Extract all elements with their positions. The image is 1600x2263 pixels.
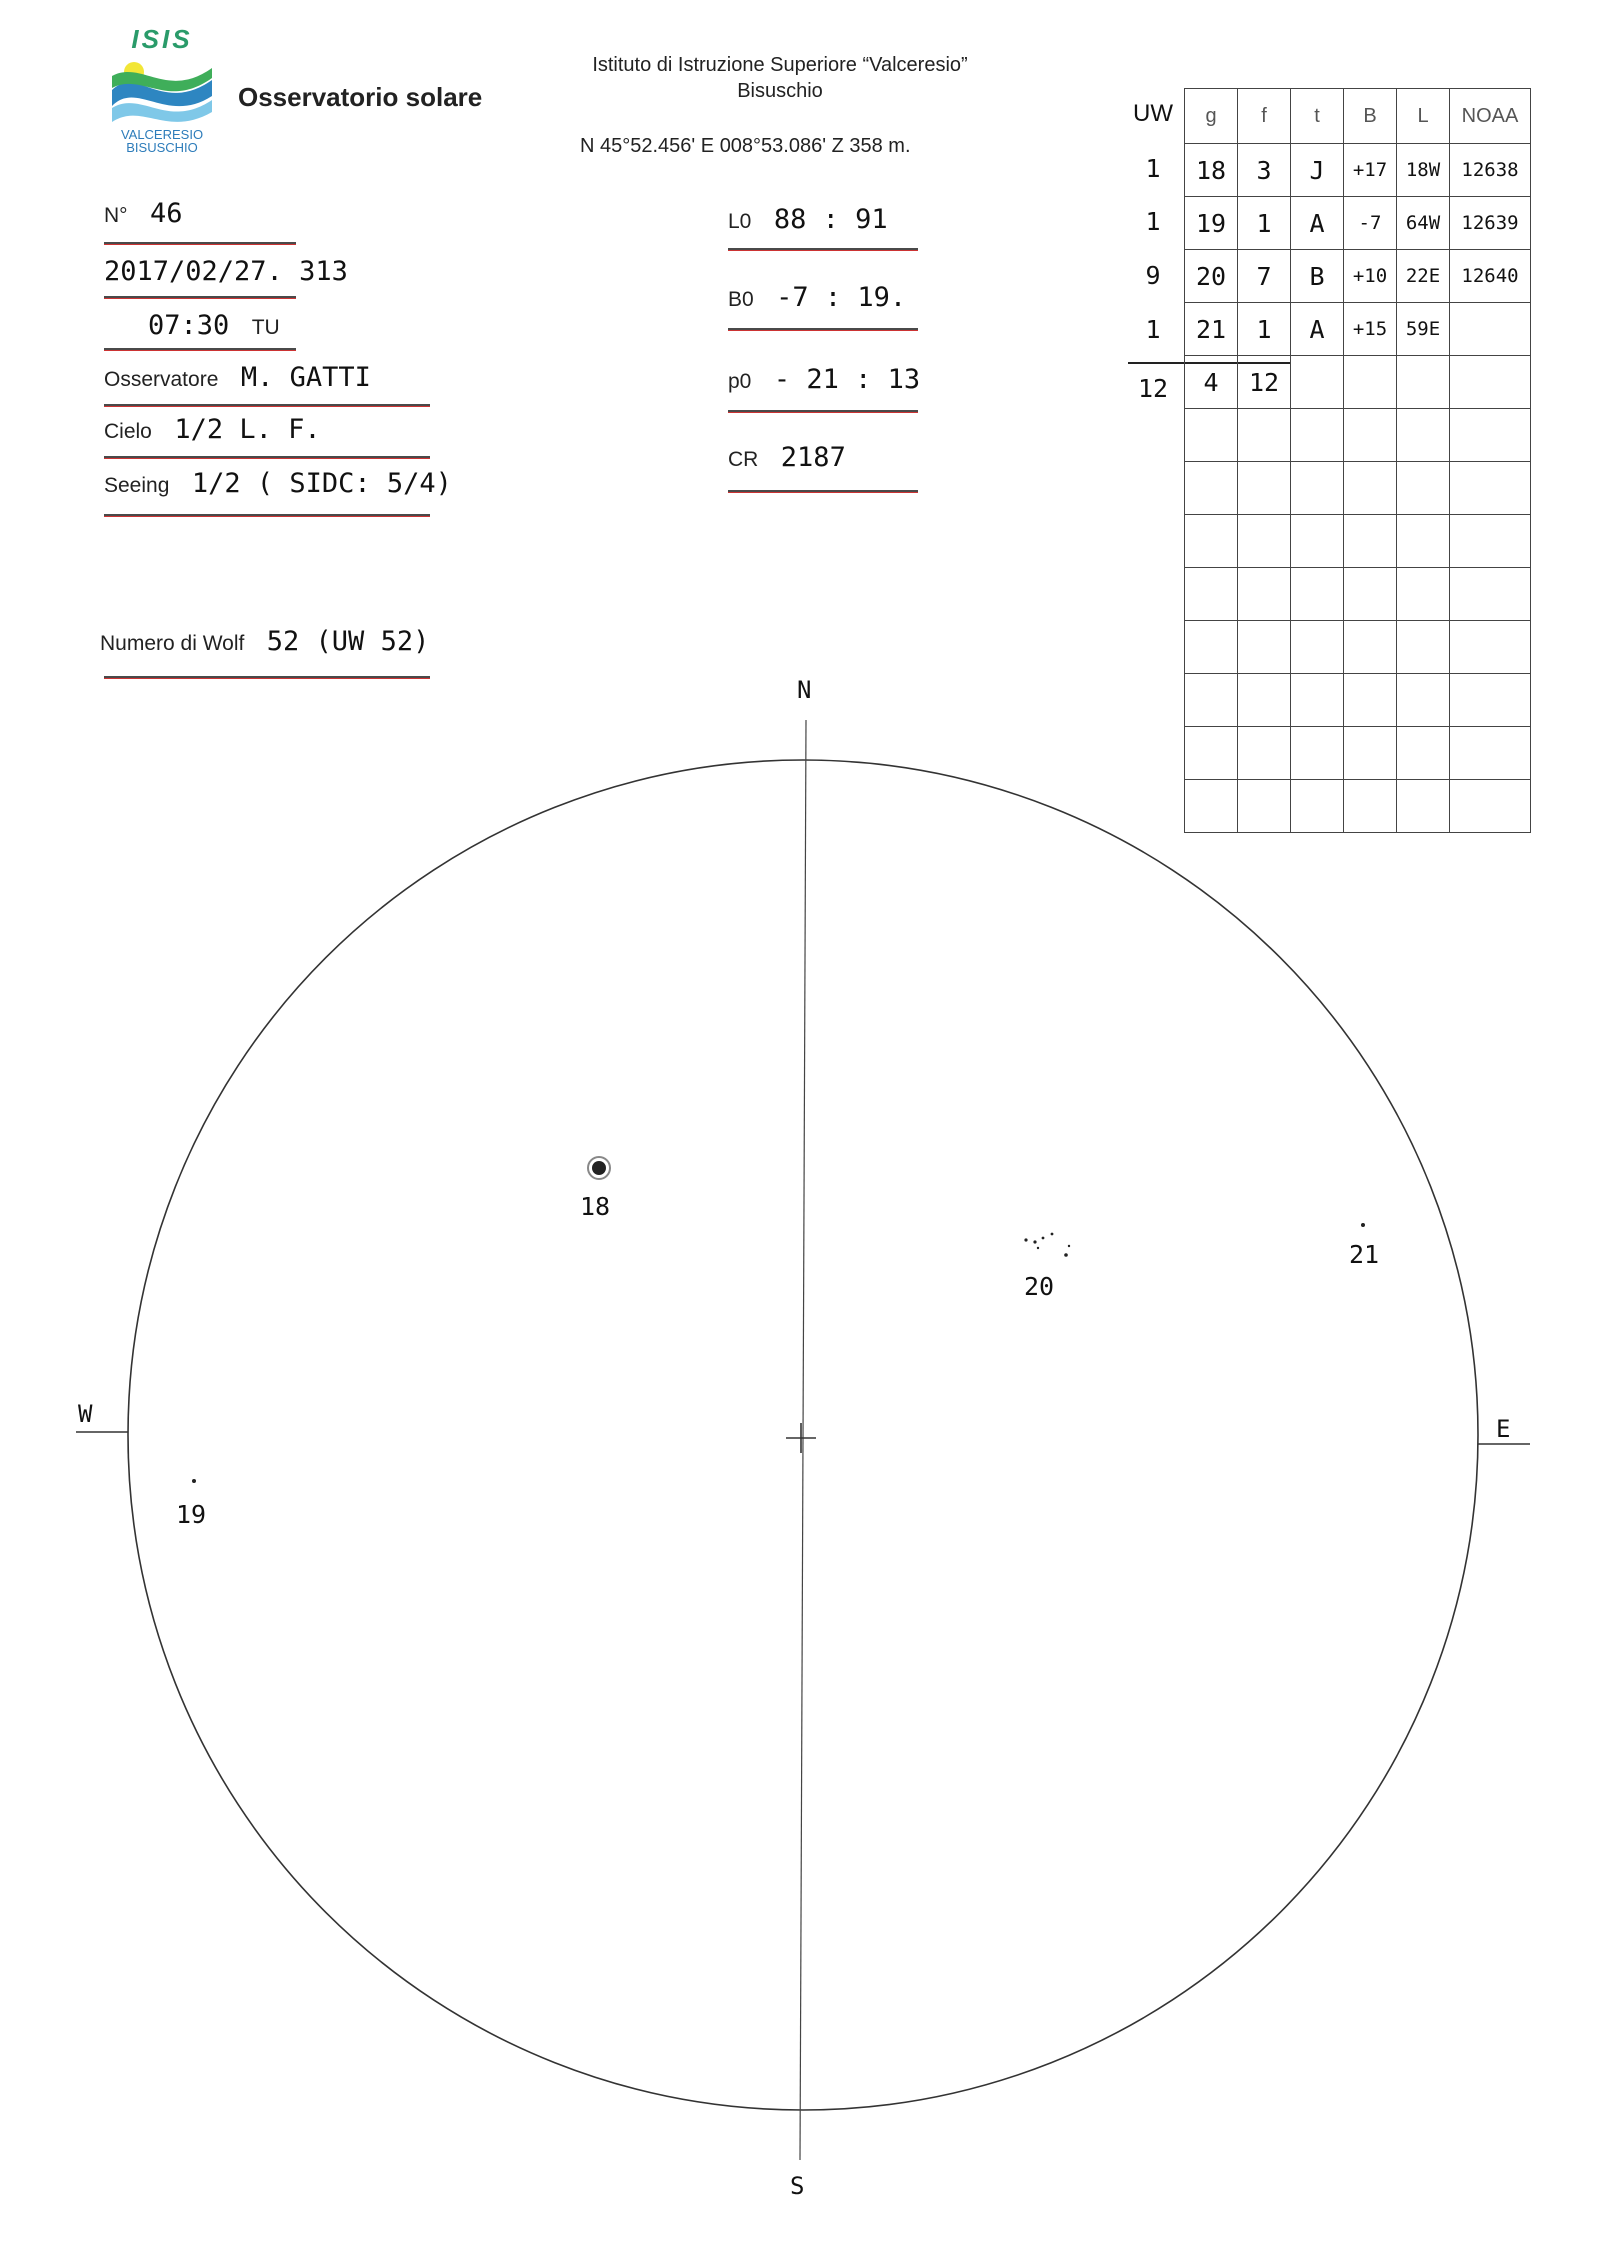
cell-noaa: 12640: [1450, 250, 1531, 303]
spot-label-20: 20: [1024, 1272, 1055, 1301]
cell-g: 20: [1185, 250, 1238, 303]
observer-value: M. GATTI: [240, 362, 371, 393]
wolf-value: 52 (UW 52): [266, 626, 430, 657]
record-date: 2017/02/27. 313: [104, 256, 348, 287]
time-unit: TU: [251, 316, 280, 339]
uw-value: 1: [1145, 207, 1161, 236]
total-g: 4: [1185, 356, 1238, 409]
sunspot-group-21-spot: [1361, 1223, 1365, 1227]
cr-value: 2187: [780, 442, 846, 473]
cell-l: 59E: [1397, 303, 1450, 356]
compass-west: W: [78, 1400, 93, 1428]
cell-t: J: [1291, 144, 1344, 197]
sky-label: Cielo: [104, 420, 152, 443]
number-value: 46: [150, 198, 183, 229]
sunspot-group-20-spot: [1024, 1238, 1027, 1241]
logo-text: ISIS: [131, 24, 193, 54]
total-f: 12: [1238, 356, 1291, 409]
cell-f: 1: [1238, 303, 1291, 356]
compass-south: S: [790, 2172, 805, 2200]
sky-value: 1/2 L. F.: [174, 414, 321, 445]
logo-subtitle-line2: BISUSCHIO: [126, 140, 198, 155]
seeing-value: 1/2 ( SIDC: 5/4): [191, 468, 452, 499]
institute-town: Bisuschio: [737, 80, 823, 102]
sunspot-group-20-spot: [1064, 1253, 1068, 1257]
uw-value: 1: [1145, 315, 1161, 344]
cr-label: CR: [728, 448, 759, 471]
l0-label: L0: [728, 210, 752, 233]
cell-l: 64W: [1397, 197, 1450, 250]
p0-value: - 21 : 13: [773, 364, 921, 395]
sunspot-group-20-spot: [1037, 1247, 1039, 1249]
p0-label: p0: [728, 370, 752, 393]
cell-noaa: 12639: [1450, 197, 1531, 250]
sunspot-group-20-spot: [1051, 1233, 1054, 1236]
b0-label: B0: [728, 288, 754, 311]
header-t: t: [1291, 89, 1344, 144]
sunspot-group-20-spot: [1068, 1245, 1070, 1247]
time-value: 07:30: [148, 310, 230, 341]
cell-b: +17: [1344, 144, 1397, 197]
cell-g: 21: [1185, 303, 1238, 356]
seeing-label: Seeing: [104, 474, 170, 497]
cell-l: 22E: [1397, 250, 1450, 303]
b0-value: -7 : 19.: [776, 282, 907, 313]
uw-total: 12: [1137, 374, 1169, 403]
uw-value: 9: [1145, 261, 1161, 290]
cell-l: 18W: [1397, 144, 1450, 197]
institute-name: Istituto di Istruzione Superiore “Valceresio”: [592, 54, 968, 76]
header-l: L: [1397, 89, 1450, 144]
cell-t: A: [1291, 303, 1344, 356]
cell-t: A: [1291, 197, 1344, 250]
logo-subtitle-line1: VALCERESIO: [120, 127, 204, 142]
cell-noaa: 12638: [1450, 144, 1531, 197]
cell-b: +10: [1344, 250, 1397, 303]
spot-label-18: 18: [580, 1192, 611, 1221]
header-b: B: [1344, 89, 1397, 144]
site-coordinates: N 45°52.456' E 008°53.086' Z 358 m.: [580, 135, 911, 157]
wolf-label: Numero di Wolf: [100, 632, 245, 655]
compass-east: E: [1496, 1415, 1511, 1443]
cell-b: -7: [1344, 197, 1397, 250]
header-g: g: [1185, 89, 1238, 144]
cell-f: 1: [1238, 197, 1291, 250]
cell-t: B: [1291, 250, 1344, 303]
observer-label: Osservatore: [104, 368, 219, 391]
cell-b: +15: [1344, 303, 1397, 356]
header-f: f: [1238, 89, 1291, 144]
spot-label-19: 19: [176, 1500, 207, 1529]
number-label: N°: [104, 204, 128, 227]
cell-f: 3: [1238, 144, 1291, 197]
sunspot-group-20-spot: [1033, 1240, 1036, 1243]
l0-value: 88 : 91: [773, 204, 888, 235]
header-noaa: NOAA: [1450, 89, 1531, 144]
uw-header: UW: [1133, 100, 1173, 127]
spot-label-21: 21: [1349, 1240, 1380, 1269]
observatory-title: Osservatorio solare: [238, 82, 483, 112]
sunspot-group-20-spot: [1042, 1237, 1045, 1240]
sunspot-group-19-spot: [192, 1479, 196, 1483]
cell-f: 7: [1238, 250, 1291, 303]
sunspot-group-18-spot: [592, 1161, 606, 1175]
cell-g: 19: [1185, 197, 1238, 250]
uw-value: 1: [1145, 154, 1161, 183]
cell-g: 18: [1185, 144, 1238, 197]
compass-north: N: [797, 676, 812, 704]
